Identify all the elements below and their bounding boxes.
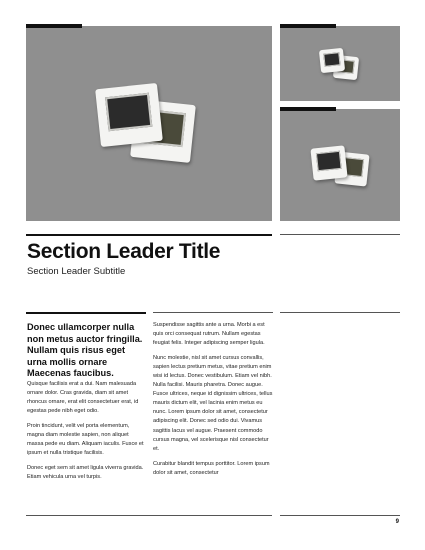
paragraph: Proin tincidunt, velit vel porta elementum, magna diam molestie sapien, non aliquet massa pede eu diam. Aliquam iaculis. Fusce et ipsum et nulla tristique facilisis. xyxy=(27,423,144,457)
paragraph: Suspendisse sagittis ante a urna. Morbi a est quis orci consequat rutrum. Nullam egestas feugiat felis. Integer adipiscing semper ligula. xyxy=(153,322,265,347)
section-subtitle: Section Leader Subtitle xyxy=(27,266,126,277)
body-rule-middle xyxy=(153,312,273,313)
body-rule-left xyxy=(26,312,146,314)
side-image-top xyxy=(280,26,400,101)
lead-paragraph: Donec ullamcorper nulla non metus auctor fringilla. Nullam quis risus eget urna mollis ornare Maecenas faucibus. xyxy=(27,322,143,378)
slide-icon-front xyxy=(95,83,163,147)
main-image xyxy=(26,26,272,221)
page-number: 9 xyxy=(395,519,399,525)
paragraph: Nunc molestie, nisl sit amet cursus convallis, sapien lectus pretium metus, vitae pretium enim wisi id lectus. Donec vestibulum. Etiam vel nibh. Nulla facilisi. Mauris pharetra. Donec augue. Fusce ultrices, neque id dignissim ultrices, tellus mauris dictum elit, vel lacinia enim metus eu nunc. Lorem ipsum dolor sit amet, consectetur adipiscing elit. Donec sed odio dui. Vivamus sagittis lacus vel augue. Praesent commodo cursus magna, vel scelerisque nisl consectetur et. xyxy=(153,355,273,452)
section-title: Section Leader Title xyxy=(27,240,221,263)
paragraph: Quisque facilisis erat a dui. Nam malesuada ornare dolor. Cras gravida, diam sit amet rhoncus ornare, erat elit consectetuer erat, id egestas pede nibh eget odio. xyxy=(27,381,139,415)
slide-icon-front xyxy=(319,48,345,73)
side-image-bottom xyxy=(280,109,400,221)
image-accent-bar xyxy=(26,24,82,28)
footer-rule-left xyxy=(26,515,272,516)
slide-icon-front xyxy=(310,145,347,180)
footer-rule-right xyxy=(280,515,400,516)
side-image-bottom-accent-bar xyxy=(280,107,336,111)
body-column-1 xyxy=(27,380,145,488)
body-rule-right xyxy=(280,312,400,313)
paragraph: Curabitur blandit tempus porttitor. Lorem ipsum dolor sit amet, consectetur xyxy=(153,460,270,476)
body-column-2 xyxy=(153,321,273,484)
title-rule-right xyxy=(280,234,400,235)
title-rule xyxy=(26,234,272,236)
side-image-top-accent-bar xyxy=(280,24,336,28)
paragraph: Donec eget sem sit amet ligula viverra gravida. Etiam vehicula urna vel turpis. xyxy=(27,465,144,481)
